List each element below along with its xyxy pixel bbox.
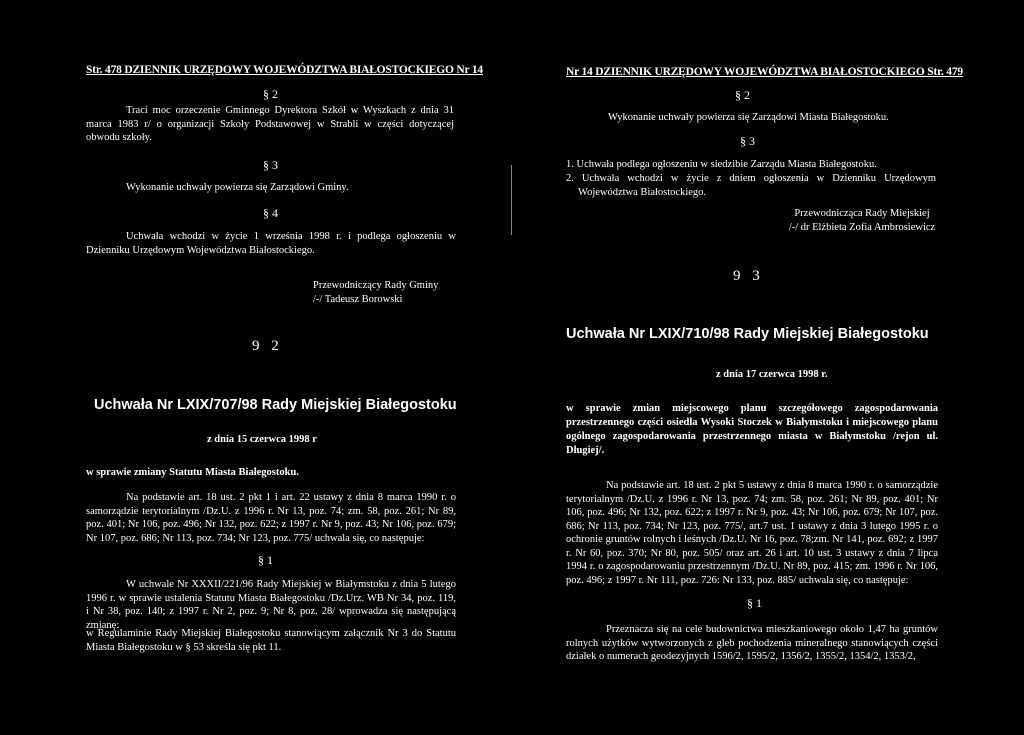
right-section-1-text: Przeznacza się na cele budownictwa mieszkaniowego około 1,47 ha gruntów rolnych użytków wytworzonych z gleb pochodzenia mineralnego stanowiących części działek o numerach geodezyjnych 1596/2, 1595/2, 1356/2, 1355/2, 1354/2, 1353/2, [566, 624, 938, 662]
section-1-heading: § 1 [258, 553, 273, 567]
right-act-date: z dnia 17 czerwca 1998 r. [716, 369, 828, 380]
section-1-change: w Regulaminie Rady Miejskiej Białegostoku stanowiącym załącznik Nr 3 do Statutu Miasta Białegostoku w § 53 skreśla się pkt 11. [86, 628, 456, 653]
act-number: 9 2 [252, 338, 283, 354]
right-legal-basis: Na podstawie art. 18 ust. 2 pkt 5 ustawy z dnia 8 marca 1990 r. o samorządzie terytorialnym /Dz.U. z 1996 r. Nr 13, poz. 74; zm. 58, poz. 261; Nr 89, poz. 401; Nr 106, poz. 496; Nr 132, poz. 622; z 1997 r. Nr 9, poz. 43; Nr 106, poz. 679; Nr 107, poz. 686; Nr 113, poz. 734; Nr 123, poz. 775/, art.7 ust. 1 ustawy z dnia 3 lutego 1995 r. o ochronie gruntów rolnych i leśnych /Dz.U. Nr 16, poz. 78;zm. Nr 141, poz. 692; z 1997 r. Nr 60, poz. 370; Nr 80, poz. 505/ oraz art. 26 i art. 10 ust. 3 ustawy z dnia 7 lipca 1994 r. o zagospodarowaniu przestrzennym /Dz.U. Nr 89, poz. 415; zm. 1996 r. Nr 106, poz. 496; z 1997 r. Nr 111, poz. 726: Nr 133, poz. 885/ uchwala się, co następuje: [566, 480, 938, 586]
right-act-subject: w sprawie zmian miejscowego planu szczegółowego zagospodarowania przestrzennego części osiedla Wysoki Stoczek w Białymstoku i miejscowego planu ogólnego zagospodarowania przestrzennego miasta w Białymstoku /rejon ul. Długiej/. [566, 403, 938, 456]
act-date: z dnia 15 czerwca 1998 r [207, 434, 317, 445]
right-signature-name: /-/ dr Elżbieta Zofia Ambrosiewicz [788, 222, 936, 233]
right-section-3-item-2: 2. Uchwała wchodzi w życie z dniem ogłoszenia w Dzienniku Urzędowym Województwa Białostockiego. [566, 173, 936, 198]
section-1-text: W uchwale Nr XXXII/221/96 Rady Miejskiej w Białymstoku z dnia 5 lutego 1996 r. w sprawie ustalenia Statutu Miasta Białegostoku /Dz.Urz. WB Nr 34, poz. 119, i Nr 38, poz. 140; z 1997 r. Nr 2, poz. 9; Nr 8, poz. 28/ wprowadza się następującą zmianę: [86, 579, 456, 631]
signature-role: Przewodniczący Rady Gminy [313, 280, 439, 291]
page-header-left: Str. 478 DZIENNIK URZĘDOWY WOJEWÓDZTWA BIAŁOSTOCKIEGO Nr 14 [86, 64, 483, 76]
section-2-text: Traci moc orzeczenie Gminnego Dyrektora Szkół w Wyszkach z dnia 31 marca 1983 r/ o organizacji Szkoły Podstawowej w Strabli w części dotyczącej obwodu szkoły. [86, 105, 454, 143]
right-act-number: 9 3 [733, 268, 764, 284]
right-section-3-heading: § 3 [740, 134, 755, 148]
section-4-text: Uchwała wchodzi w życie 1 września 1998 r. i podlega ogłoszeniu w Dzienniku Urzędowym Województwa Białostockiego. [86, 231, 456, 256]
right-signature-role: Przewodnicząca Rady Miejskiej [794, 208, 930, 219]
right-section-3-item-1: 1. Uchwała podlega ogłoszeniu w siedzibie Zarządu Miasta Białegostoku. [566, 159, 877, 170]
signature-name: /-/ Tadeusz Borowski [313, 294, 403, 305]
right-section-2-text: Wykonanie uchwały powierza się Zarządowi Miasta Białegostoku. [608, 112, 889, 123]
section-3-heading: § 3 [263, 158, 278, 172]
right-act-title: Uchwała Nr LXIX/710/98 Rady Miejskiej Białegostoku [566, 326, 929, 342]
section-3-text: Wykonanie uchwały powierza się Zarządowi Gminy. [126, 182, 349, 193]
section-2-heading: § 2 [263, 87, 278, 101]
act-subject: w sprawie zmiany Statutu Miasta Białegostoku. [86, 467, 299, 478]
act-title: Uchwała Nr LXIX/707/98 Rady Miejskiej Białegostoku [94, 397, 457, 413]
column-divider [511, 165, 512, 235]
legal-basis: Na podstawie art. 18 ust. 2 pkt 1 i art. 22 ustawy z dnia 8 marca 1990 r. o samorządzie terytorialnym /Dz.U. z 1996 r. Nr 13, poz. 74; zm. 58, poz. 261; Nr 89, poz. 401; Nr 106, poz. 496; Nr 132, poz. 622; z 1997 r. Nr 9, poz. 43; Nr 106, poz. 679; Nr 107, poz. 686; Nr 113, poz. 734; Nr 123, poz. 775/ uchwala się, co następuje: [86, 492, 456, 544]
right-section-1-heading: § 1 [747, 596, 762, 610]
right-section-2-heading: § 2 [735, 88, 750, 102]
page-header-right: Nr 14 DZIENNIK URZĘDOWY WOJEWÓDZTWA BIAŁOSTOCKIEGO Str. 479 [566, 66, 963, 78]
section-4-heading: § 4 [263, 206, 278, 220]
